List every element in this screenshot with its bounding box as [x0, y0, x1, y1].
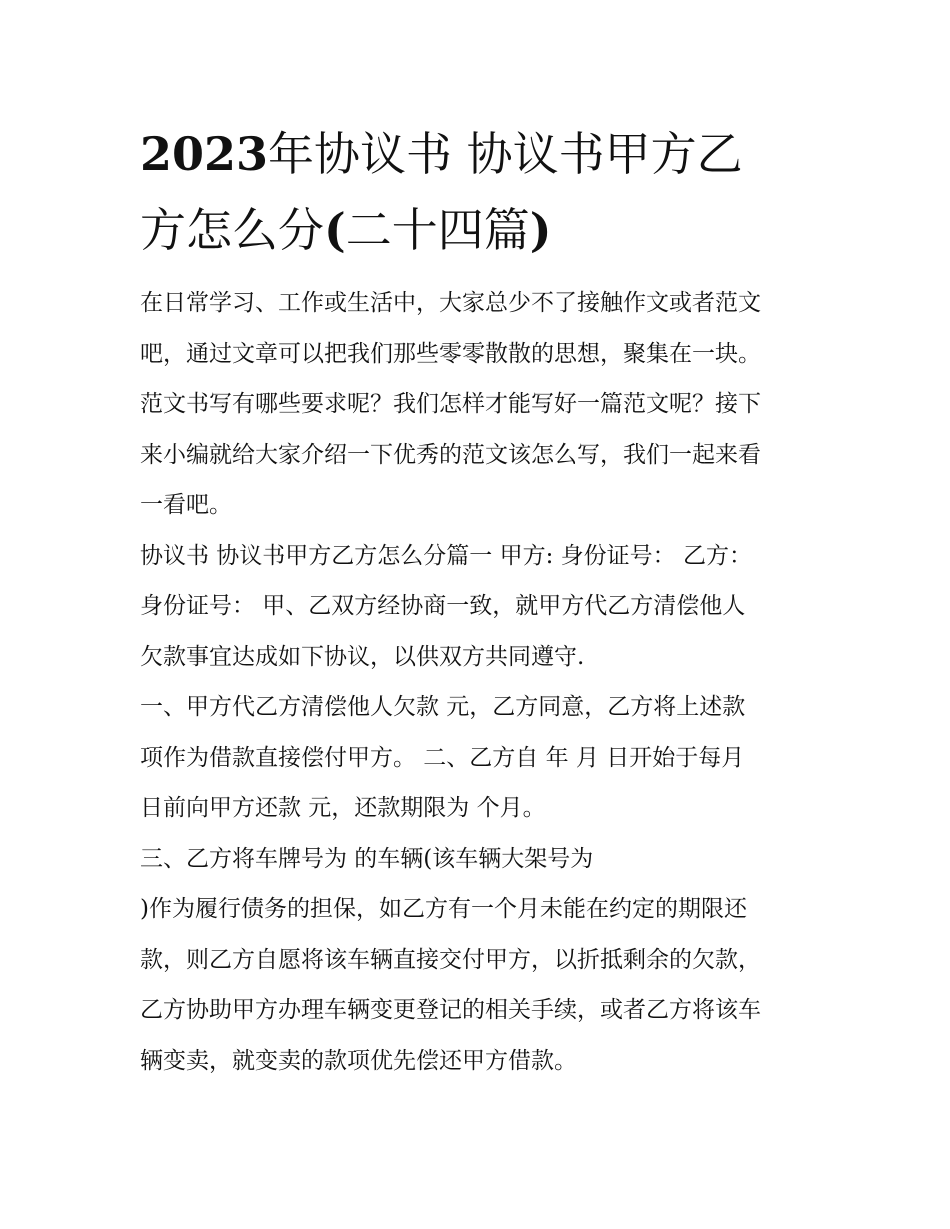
title-line-2-text: 方怎么分 [140, 203, 324, 257]
body-line: 辆变卖，就变卖的款项优先偿还甲方借款。 [140, 1047, 577, 1074]
body-line: 项作为借款直接偿付甲方。 二、乙方自 年 月 日开始于每月 [140, 744, 745, 771]
title-line-1-text: 年协议书 协议书甲方乙 [268, 127, 743, 181]
body-line: 乙方协助甲方办理车辆变更登记的相关手续，或者乙方将该车 [140, 997, 761, 1023]
title-year: 2023 [140, 127, 269, 181]
title-paren-close: ) [529, 203, 552, 257]
body-line: 身份证号： 甲、乙双方经协商一致，就甲方代乙方清偿他人 [140, 593, 746, 619]
body-line: 款，则乙方自愿将该车辆直接交付甲方，以折抵剩余的欠款， [140, 946, 761, 973]
body-line: 来小编就给大家介绍一下优秀的范文该怎么写，我们一起来看 [140, 441, 761, 468]
body-line: 日前向甲方还款 元，还款期限为 个月。 [140, 795, 546, 821]
body-line: 吧，通过文章可以把我们那些零零散散的思想，聚集在一块。 [140, 340, 761, 367]
body-line: 协议书 协议书甲方乙方怎么分篇一 甲方: 身份证号： 乙方： [140, 542, 752, 569]
title-paren-open: ( [324, 203, 346, 257]
body-line: 范文书写有哪些要求呢？我们怎样才能写好一篇范文呢？接下 [140, 391, 761, 417]
document-title [140, 116, 820, 268]
title-line-1 [140, 116, 820, 192]
title-paren-inner: 二十四篇 [345, 203, 530, 257]
title-line-2 [140, 192, 820, 268]
body-line: )作为履行债务的担保，如乙方有一个月未能在约定的期限还 [140, 896, 747, 922]
body-line: 一看吧。 [140, 492, 232, 518]
body-line: 欠款事宜达成如下协议，以供双方共同遵守. [140, 643, 585, 670]
body-line: 在日常学习、工作或生活中，大家总少不了接触作文或者范文 [140, 290, 761, 316]
body-line: 三、乙方将车牌号为 的车辆(该车辆大架号为 [140, 845, 594, 872]
document-body [140, 278, 830, 1086]
body-line: 一、甲方代乙方清偿他人欠款 元，乙方同意，乙方将上述款 [140, 694, 746, 720]
